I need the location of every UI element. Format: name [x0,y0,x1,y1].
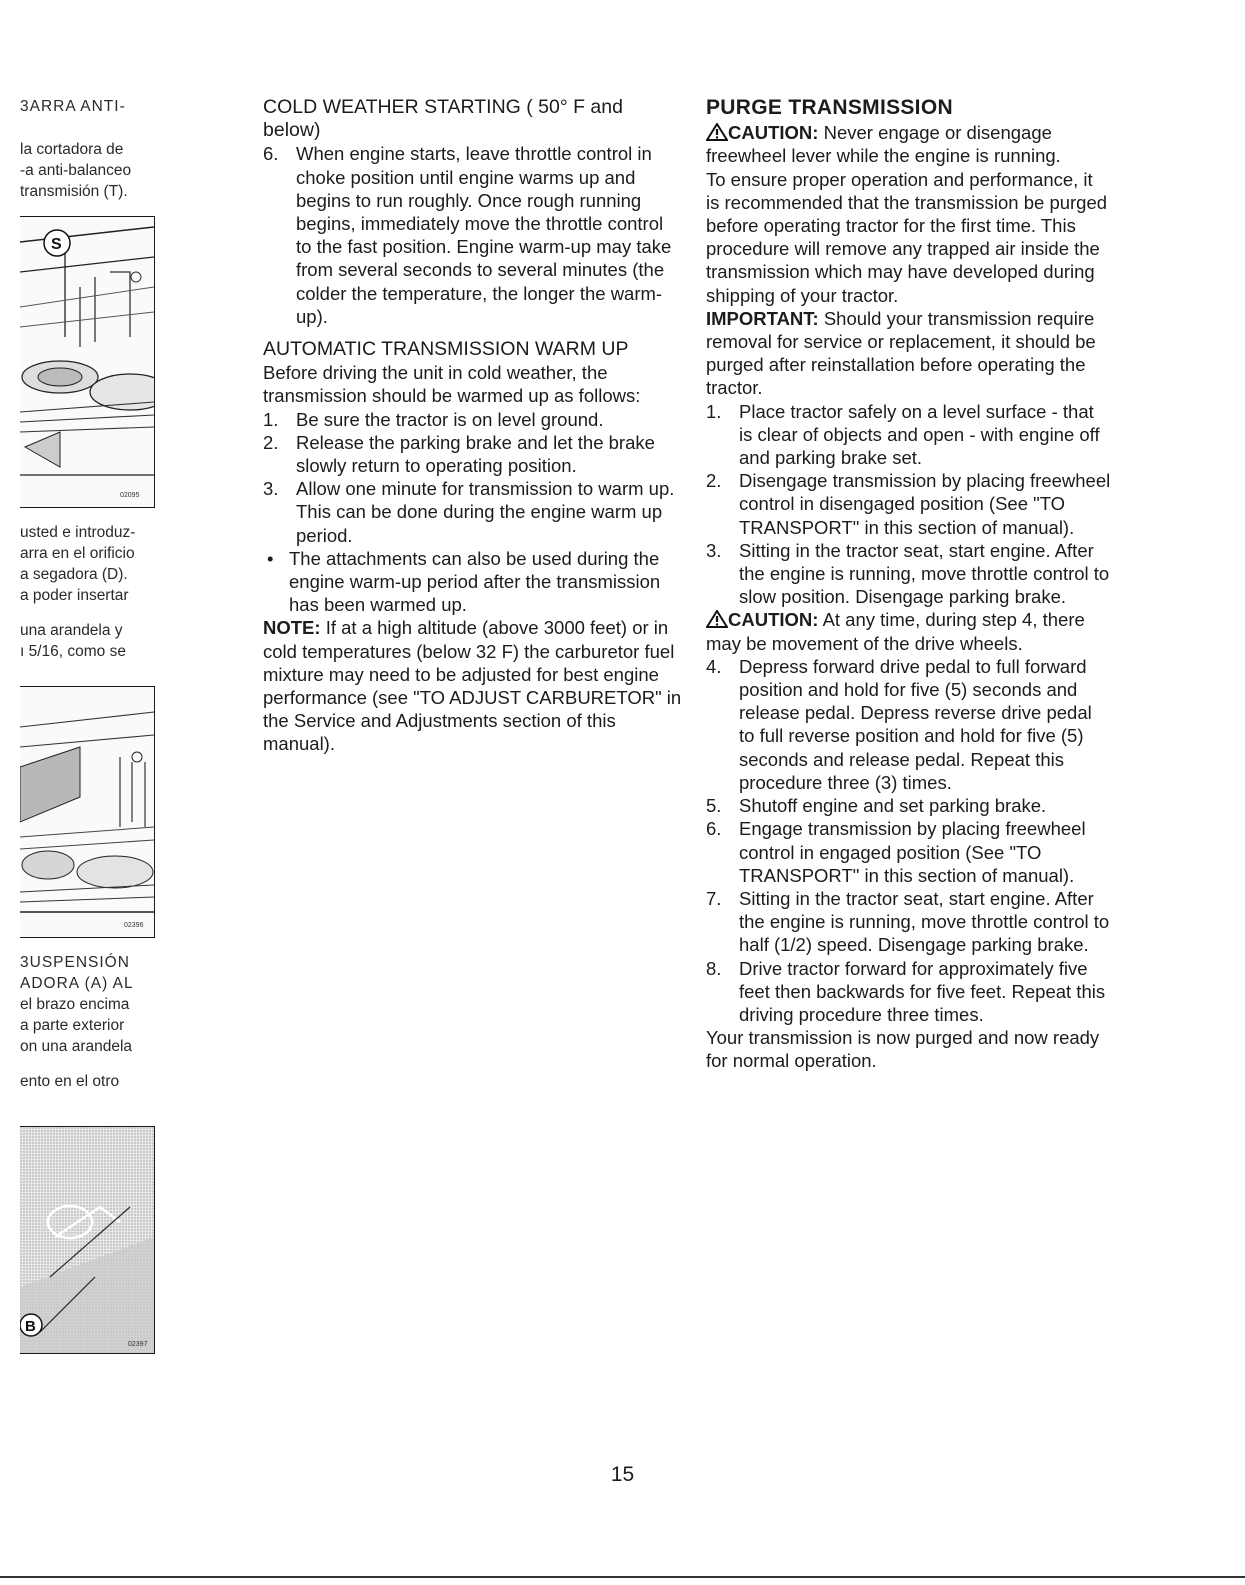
figure-callout-b: B [25,1318,36,1335]
closing-paragraph: Your transmission is now purged and now ready for normal operation. [706,1027,1100,1072]
left-para-line: a segadora (D). [20,566,128,583]
list-item [263,431,683,477]
page-number: 15 [610,1463,635,1486]
important-text: Should your transmission require removal for service or replacement, it should be purged after reinstallation before operating the tractor. [706,307,1096,399]
figure-callout-s: S [51,236,62,253]
left-para-line: ento en el otro [20,1073,120,1090]
warning-triangle-icon [706,123,728,141]
list-item [706,655,1111,794]
step-number: 4. [706,655,722,677]
important-label: IMPORTANT: [706,307,819,329]
caution-text: At any time, during step 4, there may be movement of the drive wheels. [706,609,1085,654]
left-heading: 3ARRA ANTI- [20,98,126,115]
note-label: NOTE: [263,617,321,639]
cold-weather-heading: COLD WEATHER STARTING ( 50° F and below) [263,96,623,142]
left-para-line: a poder insertar [20,587,129,604]
step-number: 7. [706,887,722,909]
step-text: Allow one minute for transmission to warm up. This can be done during the engine warm up period. [296,478,675,546]
figure-code: 02397 [128,1341,148,1348]
list-item [706,469,1111,539]
left-heading-line: ADORA (A) AL [20,975,134,992]
step-number: 8. [706,957,722,979]
important-paragraph [706,307,1111,400]
caution-paragraph [706,121,1111,167]
middle-column [263,96,683,756]
list-item [706,887,1111,957]
left-para-line: transmisión (T). [20,183,128,200]
left-para-line: el brazo encima [20,996,130,1013]
bullet-text: The attachments can also be used during the engine warm-up period after the transmission has been warmed up. [289,547,661,616]
left-para-line: on una arandela [20,1038,133,1055]
warning-triangle-icon [706,610,728,628]
list-item [706,817,1111,887]
suspension-arm-illustration [20,1127,154,1353]
figure-code: 02396 [124,922,144,929]
list-item [706,539,1111,609]
step-text: Place tractor safely on a level surface - that is clear of objects and open - with engine off and parking brake set. [739,400,1100,469]
caution-text: Never engage or disengage freewheel lever while the engine is running. [706,122,1061,167]
left-para-line: una arandela y [20,622,123,639]
step-text: Sitting in the tractor seat, start engine. After the engine is running, move throttle control to half (1/2) speed. Disengage parking brake. [739,887,1110,956]
figure-washer-install [20,686,155,938]
right-column [706,96,1111,1073]
step-number: 1. [706,400,722,422]
purge-intro: To ensure proper operation and performance, it is recommended that the transmission be purged before operating tractor for the first time. This procedure will remove any trapped air inside the transmission which may have developed during shipping of your tractor. [706,168,1108,306]
washer-install-illustration [20,687,154,937]
left-para-line: ı 5/16, como se [20,643,126,660]
step-number: 2. [706,470,722,492]
step-number: 2. [263,431,279,453]
auto-intro: Before driving the unit in cold weather, the transmission should be warmed up as follows: [263,362,641,407]
list-item [263,408,683,431]
anti-sway-bar-illustration [20,217,154,507]
figure-code: 02095 [120,492,140,499]
figure-anti-sway-bar [20,216,155,508]
step-text: Sitting in the tractor seat, start engine. After the engine is running, move throttle control to slow position. Disengage parking brake. [739,539,1110,608]
list-item [706,400,1111,470]
auto-warm-up-heading: AUTOMATIC TRANSMISSION WARM UP [263,338,629,361]
step-number: 5. [706,795,722,817]
left-heading-line: 3USPENSIÓN [20,954,130,971]
bullet-item [263,547,683,617]
step-text: Shutoff engine and set parking brake. [739,795,1047,817]
caution-paragraph [706,608,1111,654]
list-item [263,142,683,328]
note-text: If at a high altitude (above 3000 feet) or in cold temperatures (below 32 F) the carburetor fuel mixture may need to be adjusted for best engine performance (see "TO ADJUST CARBURETOR" in the Service and Adjustments section of this manual). [263,617,682,755]
list-item [706,794,1111,817]
step-number: 1. [263,408,279,430]
note-paragraph [263,616,683,755]
figure-suspension-arm [20,1126,155,1354]
step-number: 3. [706,539,722,561]
left-para-line: la cortadora de [20,141,124,158]
left-para-line: usted e introduz- [20,524,136,541]
step-text: When engine starts, leave throttle control in choke position until engine warms up and begins to run roughly. Once rough running begins, immediately move the throttle control to the fast position. Engine warm-up may take from several seconds to several minutes (the colder the temperature, the longer the warm-up). [296,143,672,327]
bullet-symbol: • [267,547,274,569]
left-para-line: arra en el orificio [20,545,135,562]
list-item [706,957,1111,1027]
step-number: 3. [263,478,279,500]
caution-label: CAUTION: [728,609,819,631]
step-text: Drive tractor forward for approximately five feet then backwards for five feet. Repeat this driving procedure three times. [739,957,1106,1025]
left-column [20,96,160,1368]
step-text: Release the parking brake and let the brake slowly return to operating position. [296,431,655,477]
list-item [263,477,683,547]
purge-heading: PURGE TRANSMISSION [706,96,953,119]
step-text: Disengage transmission by placing freewheel control in disengaged position (See "TO TRANSPORT" in this section of manual). [739,470,1111,538]
caution-label: CAUTION: [728,122,819,144]
bottom-rule [0,1576,1245,1578]
left-para-line: -a anti-balanceo [20,162,132,179]
step-text: Depress forward drive pedal to full forward position and hold for five (5) seconds and release pedal. Depress reverse drive pedal to full reverse position and hold for five (5) seconds and release pedal. Repeat this procedure three (3) times. [739,655,1092,793]
step-text: Engage transmission by placing freewheel control in engaged position (See "TO TRANSPORT" in this section of manual). [739,818,1086,886]
left-para-line: a parte exterior [20,1017,125,1034]
step-text: Be sure the tractor is on level ground. [296,408,604,430]
step-number: 6. [706,818,722,840]
step-number: 6. [263,143,279,165]
